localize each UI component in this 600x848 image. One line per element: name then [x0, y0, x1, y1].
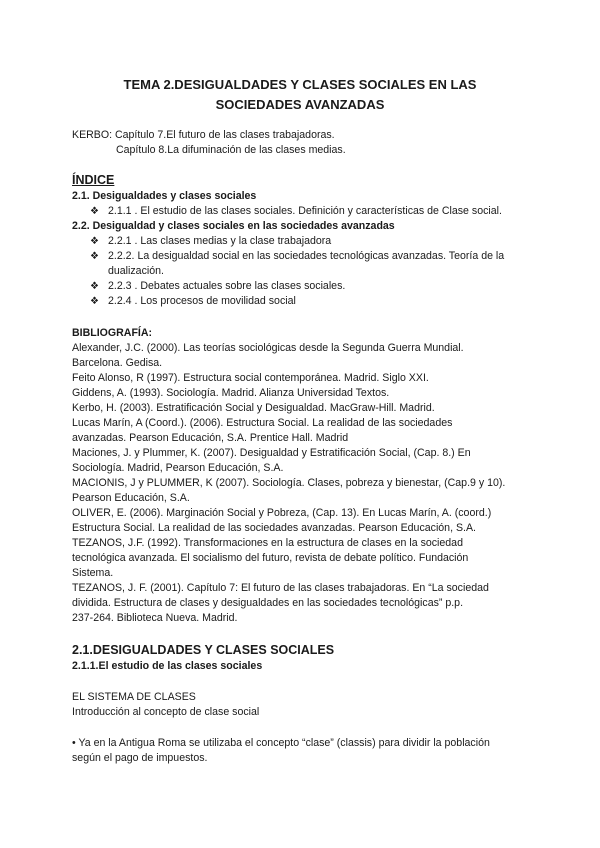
bibliography-line: Sociología. Madrid, Pearson Educación, S.A.	[72, 462, 284, 474]
toc-item-text: dualización.	[108, 265, 164, 277]
table-of-contents	[72, 172, 542, 309]
toc-item-continuation	[72, 264, 542, 279]
intro-block	[72, 690, 542, 720]
toc-item	[72, 234, 542, 249]
bibliography	[72, 326, 542, 626]
section-heading: 2.1.DESIGUALDADES Y CLASES SOCIALES	[72, 643, 335, 657]
paragraph-line-1: • Ya en la Antigua Roma se utilizaba el concepto “clase” (classis) para dividir la población	[72, 737, 490, 749]
bibliography-line: Maciones, J. y Plummer, K. (2007). Desigualdad y Estratificación Social, (Cap. 8.) En	[72, 447, 471, 459]
bibliography-line: dividida. Estructura de clases y desigualdades en las sociedades tecnológicas” p.p.	[72, 597, 464, 609]
kerbo-reference	[72, 128, 552, 158]
toc-section-2-1: 2.1. Desigualdades y clases sociales	[72, 190, 257, 202]
title-line-1: TEMA 2.DESIGUALDADES Y CLASES SOCIALES EN LAS	[123, 77, 477, 92]
paragraph-line-2: según el pago de impuestos.	[72, 752, 208, 764]
bibliography-line: Barcelona. Gedisa.	[72, 357, 163, 369]
toc-item-text: 2.2.4 . Los procesos de movilidad social	[108, 295, 296, 307]
toc-item	[72, 249, 542, 264]
sistema-de-clases-label: EL SISTEMA DE CLASES	[72, 691, 196, 703]
toc-item-text: 2.1.1 . El estudio de las clases sociales. Definición y características de Clase social.	[108, 205, 502, 217]
diamond-bullet-icon: ❖	[90, 236, 99, 247]
toc-item-text: 2.2.2. La desigualdad social en las sociedades tecnológicas avanzadas. Teoría de la	[108, 250, 505, 262]
body-paragraph	[72, 736, 542, 766]
bibliography-line: avanzadas. Pearson Educación, S.A. Prentice Hall. Madrid	[72, 432, 349, 444]
toc-item-text: 2.2.1 . Las clases medias y la clase trabajadora	[108, 235, 332, 247]
toc-item	[72, 204, 542, 219]
indice-heading: ÍNDICE	[72, 173, 115, 187]
bibliography-line: Kerbo, H. (2003). Estratificación Social y Desigualdad. MacGraw-Hill. Madrid.	[72, 402, 435, 414]
toc-item-text: 2.2.3 . Debates actuales sobre las clases sociales.	[108, 280, 346, 292]
bibliography-line: Pearson Educación, S.A.	[72, 492, 190, 504]
bibliography-line: OLIVER, E. (2006). Marginación Social y Pobreza, (Cap. 13). En Lucas Marín, A. (coord.)	[72, 507, 492, 519]
bibliography-line: Feito Alonso, R (1997). Estructura social contemporánea. Madrid. Siglo XXI.	[72, 372, 429, 384]
bibliography-line: Alexander, J.C. (2000). Las teorías sociológicas desde la Segunda Guerra Mundial.	[72, 342, 464, 354]
diamond-bullet-icon: ❖	[90, 251, 99, 262]
toc-item	[72, 279, 542, 294]
bibliography-heading: BIBLIOGRAFÍA:	[72, 327, 153, 339]
diamond-bullet-icon: ❖	[90, 296, 99, 307]
bibliography-line: Estructura Social. La realidad de las sociedades avanzadas. Pearson Educación, S.A.	[72, 522, 476, 534]
toc-item	[72, 294, 542, 309]
kerbo-line-1: KERBO: Capítulo 7.El futuro de las clases trabajadoras.	[72, 129, 335, 141]
title-line-2: SOCIEDADES AVANZADAS	[215, 97, 385, 112]
bibliography-line: TEZANOS, J. F. (2001). Capítulo 7: El futuro de las clases trabajadoras. En “La sociedad	[72, 582, 489, 594]
subsection-heading: 2.1.1.El estudio de las clases sociales	[72, 660, 263, 672]
diamond-bullet-icon: ❖	[90, 206, 99, 217]
intro-label: Introducción al concepto de clase social	[72, 706, 260, 718]
kerbo-line-2: Capítulo 8.La difuminación de las clases medias.	[116, 144, 346, 156]
bibliography-line: 237-264. Biblioteca Nueva. Madrid.	[72, 612, 238, 624]
page-title	[40, 75, 560, 115]
bibliography-line: Giddens, A. (1993). Sociología. Madrid. Alianza Universidad Textos.	[72, 387, 390, 399]
toc-section-2-2: 2.2. Desigualdad y clases sociales en las sociedades avanzadas	[72, 220, 395, 232]
bibliography-line: MACIONIS, J y PLUMMER, K (2007). Sociología. Clases, pobreza y bienestar, (Cap.9 y 10).	[72, 477, 506, 489]
bibliography-line: tecnológica avanzada. El socialismo del futuro, revista de debate político. Fundación	[72, 552, 469, 564]
bibliography-line: Sistema.	[72, 567, 114, 579]
bibliography-line: Lucas Marín, A (Coord.). (2006). Estructura Social. La realidad de las sociedades	[72, 417, 453, 429]
diamond-bullet-icon: ❖	[90, 281, 99, 292]
bibliography-line: TEZANOS, J.F. (1992). Transformaciones en la estructura de clases en la sociedad	[72, 537, 463, 549]
